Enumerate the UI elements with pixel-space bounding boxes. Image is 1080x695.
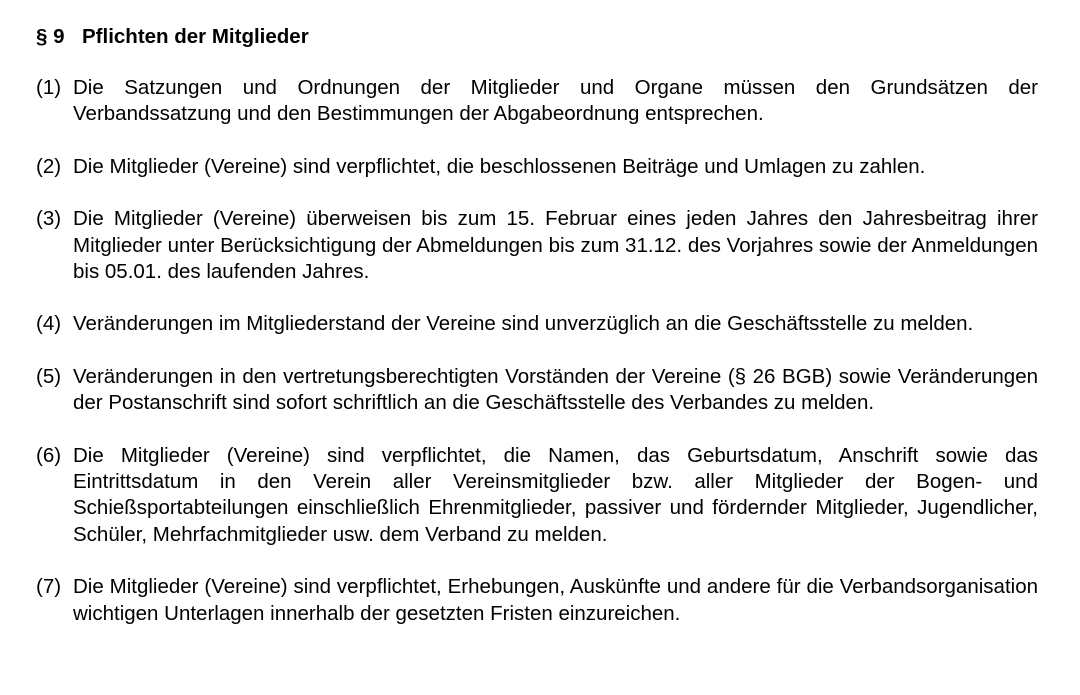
paragraph-text: Die Mitglieder (Vereine) sind verpflichtet, Erhebungen, Auskünfte und andere für die Verbandsorganisation wichtigen Unterlagen innerhalb der gesetzten Fristen einzureichen. [73, 575, 1038, 625]
paragraph-number: (7) [36, 575, 62, 599]
paragraph-5 [36, 364, 1038, 417]
paragraph-4 [36, 311, 1038, 337]
section-title: Pflichten der Mitglieder [82, 25, 309, 48]
paragraph-text: Die Mitglieder (Vereine) sind verpflichtet, die Namen, das Geburtsdatum, Anschrift sowie das Eintrittsdatum in den Verein aller Vereinsmitglieder bzw. aller Mitglieder der Bogen- und Schießsportabteilungen einschließlich Ehrenmitglieder, passiver und fördernder Mitglieder, Jugendlicher, Schüler, Mehrfachmitglieder usw. dem Verband zu melden. [73, 443, 1038, 546]
paragraph-text: Die Mitglieder (Vereine) sind verpflichtet, die beschlossenen Beiträge und Umlagen zu zahlen. [73, 154, 926, 178]
paragraph-text: Veränderungen im Mitgliederstand der Vereine sind unverzüglich an die Geschäftsstelle zu melden. [73, 312, 974, 336]
paragraph-number: (5) [36, 364, 62, 388]
paragraph-6 [36, 443, 1038, 549]
paragraph-number: (6) [36, 443, 62, 467]
paragraph-text: Die Satzungen und Ordnungen der Mitglieder und Organe müssen den Grundsätzen der Verbandssatzung und den Bestimmungen der Abgabeordnung entsprechen. [73, 76, 1038, 126]
paragraph-text: Die Mitglieder (Vereine) überweisen bis zum 15. Februar eines jeden Jahres den Jahresbeitrag ihrer Mitglieder unter Berücksichtigung der Abmeldungen bis zum 31.12. des Vorjahres sowie der Anmeldungen bis 05.01. des laufenden Jahres. [73, 207, 1038, 284]
paragraph-number: (3) [36, 207, 62, 231]
paragraph-text: Veränderungen in den vertretungsberechtigten Vorständen der Vereine (§ 26 BGB) sowie Veränderungen der Postanschrift sind sofort schriftlich an die Geschäftsstelle des Verbandes zu melden. [73, 364, 1038, 415]
paragraph-number: (1) [36, 76, 62, 99]
paragraph-3 [36, 206, 1038, 285]
section-heading [36, 23, 1038, 51]
paragraph-number: (2) [36, 154, 62, 178]
paragraph-7 [36, 574, 1038, 627]
paragraph-number: (4) [36, 312, 62, 336]
section-number: § 9 [36, 25, 65, 48]
paragraph-1 [36, 75, 1038, 128]
paragraph-2 [36, 154, 1038, 180]
